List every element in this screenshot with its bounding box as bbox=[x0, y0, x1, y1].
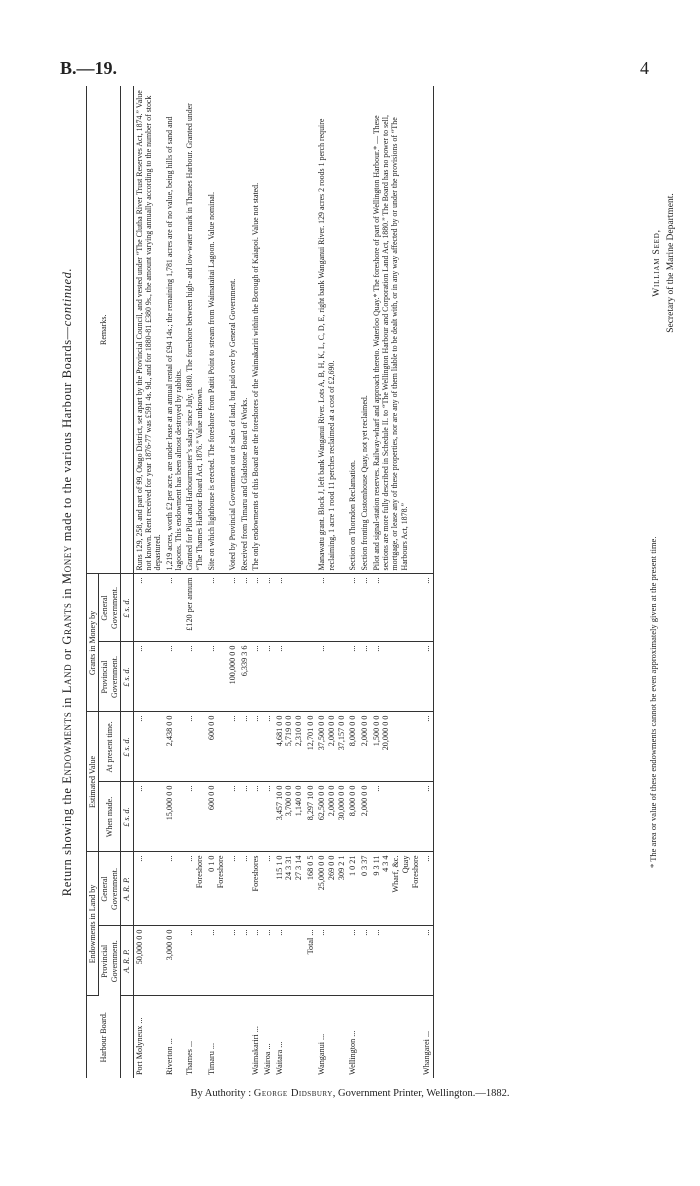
header-when-made: When made. bbox=[99, 782, 121, 852]
unit-money: £ s. d. bbox=[121, 574, 133, 642]
title-part: in bbox=[60, 584, 74, 603]
cell-remarks: Voted by Provincial Government out of sales of land, but paid over by General Government. bbox=[227, 86, 239, 574]
cell-when-made: 600 0 0 bbox=[206, 782, 227, 852]
cell-provincial-grant: ... bbox=[262, 642, 274, 712]
cell-general-land: 0 1 0 Foreshore bbox=[206, 852, 227, 926]
title-part: made to the various Harbour Boards— bbox=[60, 326, 74, 545]
cell-when-made: 8,297 10 0 bbox=[305, 782, 317, 852]
cell-harbour-board: Thames ... bbox=[185, 1040, 195, 1075]
cell-general-land: 115 1 0 24 3 31 27 3 14 bbox=[274, 852, 305, 926]
cell-at-present: 8,000 0 0 bbox=[347, 712, 359, 782]
page-number: 4 bbox=[640, 58, 649, 78]
cell-provincial-land: Total ... bbox=[305, 926, 317, 996]
cell-provincial-land: ... bbox=[239, 926, 251, 996]
cell-provincial-grant: ... bbox=[371, 642, 421, 712]
header-general-grant: General Government. bbox=[99, 574, 121, 642]
cell-provincial-grant: ... bbox=[274, 642, 305, 712]
cell-remarks: Section fronting Customhouse Quay, not yet reclaimed. bbox=[359, 86, 371, 574]
cell-remarks: Site on which lighthouse is erected. The foreshore from Patiti Point to stream from Waimataitai Lagoon. Value nominal. bbox=[206, 86, 227, 574]
header-provincial-grant: Provincial Government. bbox=[99, 642, 121, 712]
cell-when-made: ... bbox=[184, 782, 205, 852]
cell-provincial-land: ... bbox=[274, 926, 305, 996]
title-part: Land bbox=[60, 663, 74, 694]
cell-harbour-board: Wairoa ... bbox=[263, 1043, 273, 1075]
cell-provincial-land: ... bbox=[316, 926, 347, 996]
cell-when-made: 2,000 0 0 bbox=[359, 782, 371, 852]
unit-land: A. R. P. bbox=[121, 926, 133, 996]
cell-at-present: ... bbox=[184, 712, 205, 782]
cell-when-made: 8,000 0 0 bbox=[347, 782, 359, 852]
cell-provincial-grant: 6,339 3 6 bbox=[239, 642, 251, 712]
title-part: Return showing the bbox=[60, 783, 74, 897]
cell-provincial-grant: ... bbox=[164, 642, 185, 712]
cell-general-grant: ... bbox=[239, 574, 251, 642]
cell-harbour-board: Timaru ... bbox=[206, 1043, 216, 1075]
cell-general-land: 1 0 21 bbox=[347, 852, 359, 926]
title-part: Grants bbox=[60, 602, 74, 645]
cell-harbour-board: Whangarei ... bbox=[421, 996, 433, 1078]
cell-general-land: ... bbox=[421, 852, 433, 926]
cell-remarks: Manawatu grant. Block J, left bank Wanganui River. Lots A, B, H, K, L, C, D, E, right bank Wanganui River. 129 acres 2 roods 1 perch require reclaiming, 1 acre 1 rood 11 perches reclaimed at a cost of £2,690. bbox=[316, 86, 347, 574]
cell-harbour-board: Riverton ... bbox=[164, 1038, 174, 1075]
imprint-printer: George Didsbury bbox=[253, 1088, 333, 1099]
cell-at-present: ... bbox=[227, 712, 239, 782]
cell-at-present: 37,500 0 0 2,000 0 0 37,157 0 0 bbox=[316, 712, 347, 782]
imprint-suffix: , Government Printer, Wellington.—1882. bbox=[332, 1088, 510, 1099]
cell-harbour-board: Waimakariri ... bbox=[251, 1026, 261, 1075]
cell-provincial-land: ... bbox=[359, 926, 371, 996]
header-endowments-group: Endowments in Land by bbox=[87, 852, 99, 996]
cell-at-present: 600 0 0 bbox=[206, 712, 227, 782]
cell-general-land: ... bbox=[133, 852, 163, 926]
table-row bbox=[262, 86, 274, 1078]
cell-when-made: ... bbox=[133, 782, 163, 852]
header-general-land: General Government. bbox=[99, 852, 121, 926]
cell-general-land: ... Foreshore bbox=[184, 852, 205, 926]
cell-general-land: 168 0 5 bbox=[305, 852, 317, 926]
cell-general-land: ... bbox=[262, 852, 274, 926]
table-row bbox=[239, 86, 251, 1078]
cell-remarks: Received from Timaru and Gladstone Board of Works. bbox=[239, 86, 251, 574]
table-row bbox=[133, 86, 163, 1078]
title-part: Money bbox=[60, 545, 74, 585]
table-row bbox=[184, 86, 205, 1078]
cell-harbour-board: Wellington ... bbox=[348, 1030, 358, 1075]
cell-harbour-board bbox=[305, 996, 317, 1078]
table-row bbox=[164, 86, 185, 1078]
cell-harbour-board: Waitara ... bbox=[274, 1041, 284, 1075]
cell-at-present: ... bbox=[250, 712, 262, 782]
cell-harbour-board: Wanganui ... bbox=[317, 1033, 327, 1075]
cell-harbour-board: Port Molyneux ... bbox=[134, 1017, 144, 1075]
cell-provincial-land: ... bbox=[421, 926, 433, 996]
cell-when-made: ... bbox=[371, 782, 421, 852]
unit-blank bbox=[121, 86, 133, 574]
cell-when-made: 62,500 0 0 2,000 0 0 30,000 0 0 bbox=[316, 782, 347, 852]
cell-remarks: The only endowments of this Board are the foreshores of the Waimakariri within the Borough of Kaiapoi. Value not stated. bbox=[250, 86, 262, 574]
cell-general-grant bbox=[305, 574, 317, 642]
footnote: * The area or value of these endowments cannot be even approximately given at the present time. bbox=[648, 536, 658, 868]
header-harbour-board: Harbour Board. bbox=[87, 996, 121, 1078]
cell-general-grant: ... bbox=[316, 574, 347, 642]
table-row bbox=[250, 86, 262, 1078]
cell-remarks: Granted for Pilot and Harbourmaster’s salary since July, 1880. The foreshore between high- and low-water mark in Thames Harbour. Granted under “The Thames Harbour Board Act, 1876.” Value unknown. bbox=[184, 86, 205, 574]
cell-provincial-land: ... bbox=[262, 926, 274, 996]
cell-general-land: ... bbox=[239, 852, 251, 926]
endowments-table bbox=[86, 86, 434, 1078]
table-row bbox=[359, 86, 371, 1078]
signature-name: William Seed, bbox=[652, 229, 662, 297]
cell-when-made: 15,000 0 0 bbox=[164, 782, 185, 852]
cell-provincial-land: 3,000 0 0 bbox=[164, 926, 185, 996]
cell-provincial-land: ... bbox=[206, 926, 227, 996]
cell-general-grant: ... bbox=[274, 574, 305, 642]
cell-general-land: ... bbox=[164, 852, 185, 926]
cell-at-present: 12,701 0 0 bbox=[305, 712, 317, 782]
cell-harbour-board bbox=[359, 996, 371, 1078]
cell-provincial-grant: ... bbox=[421, 642, 433, 712]
cell-provincial-grant: 100,000 0 0 bbox=[227, 642, 239, 712]
cell-general-grant: ... bbox=[206, 574, 227, 642]
cell-provincial-land: ... bbox=[371, 926, 421, 996]
cell-when-made: ... bbox=[227, 782, 239, 852]
cell-provincial-land: ... bbox=[227, 926, 239, 996]
title-part: continued. bbox=[60, 267, 74, 327]
header-provincial-land: Provincial Government. bbox=[99, 926, 121, 996]
table-title bbox=[60, 86, 82, 1078]
table-row bbox=[371, 86, 421, 1078]
cell-when-made: ... bbox=[250, 782, 262, 852]
cell-general-grant: ... bbox=[227, 574, 239, 642]
table-row bbox=[206, 86, 227, 1078]
signature-block bbox=[650, 98, 679, 428]
table-body bbox=[133, 86, 433, 1078]
cell-at-present: 1,500 0 0 20,000 0 0 bbox=[371, 712, 421, 782]
unit-money: £ s. d. bbox=[121, 642, 133, 712]
table-row bbox=[274, 86, 305, 1078]
title-part: Endowments bbox=[60, 711, 74, 784]
table-row bbox=[305, 86, 317, 1078]
cell-harbour-board bbox=[227, 996, 239, 1078]
cell-at-present: ... bbox=[239, 712, 251, 782]
cell-at-present: 4,681 0 0 5,719 0 0 2,310 0 0 bbox=[274, 712, 305, 782]
cell-remarks bbox=[305, 86, 317, 574]
cell-general-land: 0 3 37 bbox=[359, 852, 371, 926]
cell-at-present: ... bbox=[133, 712, 163, 782]
cell-general-grant: ... bbox=[347, 574, 359, 642]
cell-general-land: ... bbox=[227, 852, 239, 926]
cell-remarks: Runs 129, 258, and part of 99, Otago District, set apart by the Provincial Council, and vested under “The Clutha River Trust Reserves Act, 1874.” Value not known. Rent received for year 1876-77 was £591 4s. 9d., and for 1880-81 £380 9s., the amount varying annually according to the number of stock depastured. bbox=[133, 86, 163, 574]
cell-when-made: ... bbox=[262, 782, 274, 852]
cell-at-present: 2,000 0 0 bbox=[359, 712, 371, 782]
header-at-present: At present time. bbox=[99, 712, 121, 782]
cell-general-land: 25,000 0 0 269 0 0 309 2 1 bbox=[316, 852, 347, 926]
table-row bbox=[347, 86, 359, 1078]
cell-general-grant: ... bbox=[262, 574, 274, 642]
cell-remarks: Section on Thorndon Reclamation. bbox=[347, 86, 359, 574]
unit-money: £ s. d. bbox=[121, 712, 133, 782]
cell-remarks: Pilot and signal-station reserves. Railway-wharf and approach thereto. Waterloo Quay.* The foreshore of part of Wellington Harbour.* — These sections are more fully described in Schedule II. to “The Wellington Harbour and Corporation Land Act, 1880.” The Board has no power to sell, mortgage, or lease any of these properties, nor are any of them liable to be dealt with, or in any way affected by or under the provisions of “The Harbours Act, 1878.” bbox=[371, 86, 421, 574]
cell-general-grant: ... bbox=[164, 574, 185, 642]
cell-remarks bbox=[421, 86, 433, 574]
cell-at-present: ... bbox=[262, 712, 274, 782]
printer-imprint bbox=[0, 1088, 700, 1099]
cell-at-present: 2,438 0 0 bbox=[164, 712, 185, 782]
cell-harbour-board bbox=[371, 996, 421, 1078]
table-row bbox=[227, 86, 239, 1078]
header-remarks: Remarks. bbox=[87, 86, 121, 574]
title-part: or bbox=[60, 644, 74, 664]
cell-general-land: Foreshores bbox=[250, 852, 262, 926]
header-grants-group: Grants in Money by bbox=[87, 574, 99, 712]
cell-general-grant: £120 per annum bbox=[184, 574, 205, 642]
unit-blank bbox=[121, 996, 133, 1078]
cell-provincial-land: ... bbox=[250, 926, 262, 996]
cell-provincial-land: ... bbox=[184, 926, 205, 996]
cell-remarks bbox=[274, 86, 305, 574]
cell-provincial-grant: ... bbox=[133, 642, 163, 712]
cell-general-land: 9 3 11 4 3 4 Wharf, &c. Quay Foreshore bbox=[371, 852, 421, 926]
header-estimated-group: Estimated Value bbox=[87, 712, 99, 852]
cell-remarks: 1,219 acres, worth £2 per acre, are under lease at an annual rental of £94 14s.; the remaining 1,781 acres are of no value, being hills of sand and lagoons. This endowment has been almost destroyed by rabbits. bbox=[164, 86, 185, 574]
unit-money: £ s. d. bbox=[121, 782, 133, 852]
cell-provincial-grant: ... bbox=[359, 642, 371, 712]
cell-when-made: 3,457 10 0 3,700 0 0 1,140 0 0 bbox=[274, 782, 305, 852]
rotated-return-table bbox=[60, 86, 680, 1078]
cell-general-grant: ... bbox=[250, 574, 262, 642]
signature-title: Secretary of the Marine Department. bbox=[666, 193, 677, 333]
cell-provincial-grant: ... bbox=[206, 642, 227, 712]
table-row bbox=[421, 86, 433, 1078]
cell-provincial-land: 50,000 0 0 bbox=[133, 926, 163, 996]
cell-when-made: ... bbox=[239, 782, 251, 852]
cell-general-grant: ... bbox=[133, 574, 163, 642]
cell-provincial-grant: ... bbox=[347, 642, 359, 712]
imprint-prefix: By Authority : bbox=[190, 1088, 254, 1099]
unit-land: A. R. P. bbox=[121, 852, 133, 926]
cell-general-grant: ... bbox=[359, 574, 371, 642]
table-row bbox=[316, 86, 347, 1078]
cell-remarks bbox=[262, 86, 274, 574]
cell-general-grant: ... bbox=[421, 574, 433, 642]
document-reference: B.—19. bbox=[60, 58, 118, 78]
cell-provincial-land: ... bbox=[347, 926, 359, 996]
cell-general-grant: ... bbox=[371, 574, 421, 642]
title-part: in bbox=[60, 693, 74, 712]
cell-at-present: ... bbox=[421, 712, 433, 782]
cell-provincial-grant: ... bbox=[184, 642, 205, 712]
cell-harbour-board bbox=[239, 996, 251, 1078]
cell-provincial-grant: ... bbox=[316, 642, 347, 712]
cell-provincial-grant bbox=[305, 642, 317, 712]
cell-provincial-grant: ... bbox=[250, 642, 262, 712]
cell-when-made: ... bbox=[421, 782, 433, 852]
